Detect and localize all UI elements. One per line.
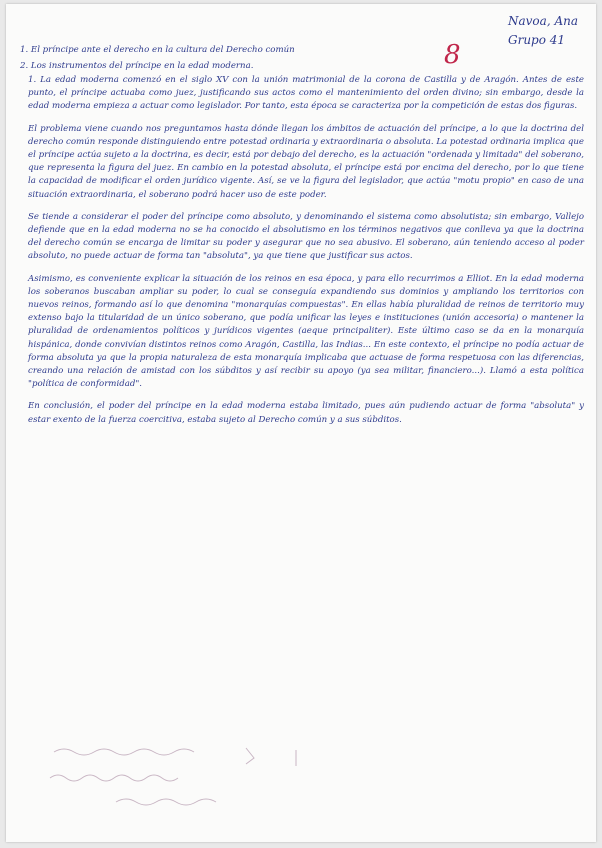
faint-scribbles — [46, 742, 306, 822]
paragraph: En conclusión, el poder del príncipe en la edad moderna estaba limitado, pues aún pudiendo actuar de forma "absoluta" y estar exento de la fuerza coercitiva, estaba sujeto al Derecho común y a sus súbditos. — [28, 401, 584, 425]
topic-item: 1. El príncipe ante el derecho en la cultura del Derecho común — [20, 45, 295, 55]
student-name: Navoa, Ana — [508, 14, 578, 28]
student-header — [508, 12, 578, 50]
paragraph: El problema viene cuando nos preguntamos hasta dónde llegan los ámbitos de actuación del príncipe, a lo que la doctrina del derecho común responde distinguiendo entre potestad ordinaria y extraordinaria o absoluta. La potestad ordinaria implica que el príncipe actúa sujeto a la doctrina, es decir, está por debajo del derecho, es la actuación "ordenada y limitada" del soberano, que representa la figura del juez. En cambio en la potestad absoluta, el príncipe está por encima del derecho, por lo que tiene la capacidad de modificar el orden jurídico vigente. Así, se ve la figura del legislador, que actúa "motu propio" en caso de una situación extraordinaria, el soberano podrá hacer uso de este poder. — [28, 123, 584, 200]
paragraph: 1. La edad moderna comenzó en el siglo XV con la unión matrimonial de la corona de Castilla y de Aragón. Antes de este punto, el príncipe actuaba como juez, justificando sus actos como el mantenimiento del orden divino; sin embargo, desde la edad moderna empieza a actuar como legislador. Por tanto, esta época se caracteriza por la competición de estas dos figuras. — [28, 75, 584, 112]
paper-sheet — [6, 4, 596, 842]
grade-mark: 8 — [444, 40, 461, 70]
topic-list — [20, 42, 400, 74]
essay-body — [28, 74, 584, 436]
student-group: Grupo 41 — [508, 33, 566, 47]
topic-item: 2. Los instrumentos del príncipe en la edad moderna. — [20, 61, 254, 71]
paragraph: Asimismo, es conveniente explicar la situación de los reinos en esa época, y para ello recurrimos a Elliot. En la edad moderna los soberanos buscaban ampliar su poder, lo cual se conseguía expandiendo sus dominios y ampliando los territorios con nuevos reinos, formando así lo que denomina "monarquías compuestas". En ellas había pluralidad de reinos de territorio muy extenso bajo la titularidad de un único soberano, que podía unificar las leyes e instituciones (unión accesoria) o mantener la pluralidad de ordenamientos políticos y jurídicos vigentes (aeque principaliter). Este último caso se da en la monarquía hispánica, donde convivían distintos reinos como Aragón, Castilla, las Indias... En este contexto, el príncipe no podía actuar de forma absoluta ya que la propia naturaleza de esta monarquía implicaba que actuase de forma respetuosa con las diferencias, creando una relación de amistad con los súbditos y así recibir su apoyo (ya sea militar, financiero...). Llamó a esta política "política de conformidad". — [28, 273, 584, 390]
paragraph: Se tiende a considerar el poder del príncipe como absoluto, y denominando el sistema como absolutista; sin embargo, Vallejo defiende que en la edad moderna no se ha conocido el absolutismo en los términos negativos que conlleva ya que la doctrina del derecho común se encarga de limitar su poder y asegurar que no sea abusivo. El soberano, aún teniendo acceso al poder absoluto, no puede actuar de forma tan "absoluta", ya que tiene que justificar sus actos. — [28, 211, 584, 262]
